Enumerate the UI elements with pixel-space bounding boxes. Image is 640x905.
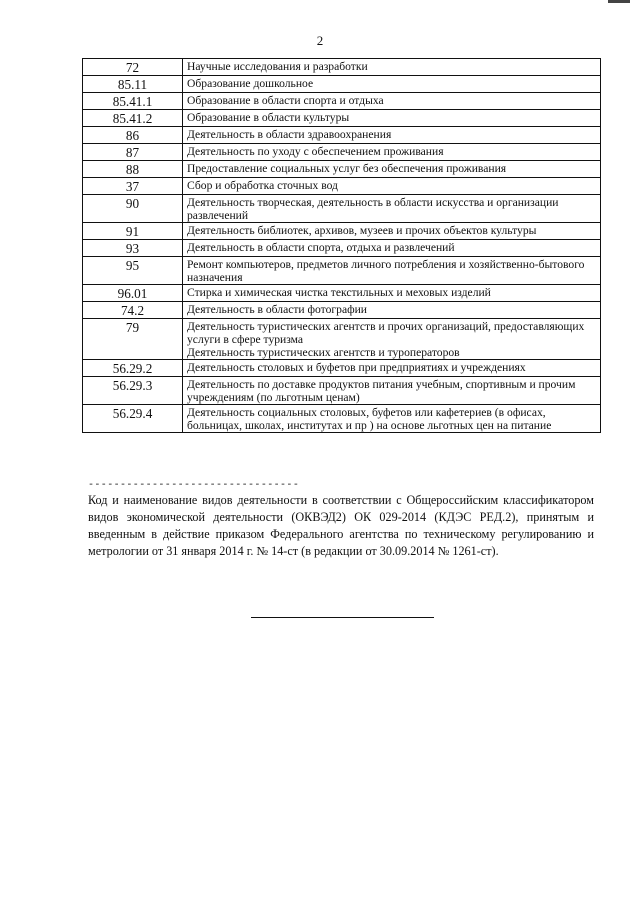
table-row (83, 161, 601, 178)
activity-code: 90 (83, 195, 183, 223)
table-row (83, 240, 601, 257)
activity-name: Деятельность социальных столовых, буфетов или кафетериев (в офисах, больницах, школах, институтах и пр ) на основе льготных цен на питание (183, 405, 601, 433)
activity-code: 85.11 (83, 76, 183, 93)
footnote-text: Код и наименование видов деятельности в соответствии с Общероссийским классификатором видов экономической деятельности (ОКВЭД2) ОК 029-2014 (КДЭС РЕД.2), принятым и введенным в действие приказом Федерального агентства по техническому регулированию и метрологии от 31 января 2014 г. № 14-ст (в редакции от 30.09.2014 № 1261-ст). (88, 493, 594, 558)
activity-code: 56.29.3 (83, 377, 183, 405)
table-row (83, 59, 601, 76)
table-row (83, 93, 601, 110)
activity-code: 91 (83, 223, 183, 240)
activity-name: Сбор и обработка сточных вод (183, 178, 601, 195)
activity-code: 96.01 (83, 285, 183, 302)
activity-code: 56.29.2 (83, 360, 183, 377)
footnote-separator: --------------------------------- (88, 480, 300, 491)
scan-edge-mark (608, 0, 630, 3)
okved-table (82, 58, 601, 433)
activity-name: Деятельность в области здравоохранения (183, 127, 601, 144)
activity-name: Деятельность в области спорта, отдыха и развлечений (183, 240, 601, 257)
activity-code: 93 (83, 240, 183, 257)
table-row (83, 257, 601, 285)
activity-name: Деятельность по уходу с обеспечением проживания (183, 144, 601, 161)
activity-code: 85.41.2 (83, 110, 183, 127)
table-row (83, 302, 601, 319)
activity-name: Образование дошкольное (183, 76, 601, 93)
table-row (83, 178, 601, 195)
table-row (83, 144, 601, 161)
activity-name: Деятельность по доставке продуктов питания учебным, спортивным и прочим учреждениям (по льготным ценам) (183, 377, 601, 405)
table-row (83, 223, 601, 240)
activity-code: 79 (83, 319, 183, 360)
activity-name: Деятельность библиотек, архивов, музеев и прочих объектов культуры (183, 223, 601, 240)
activity-name: Образование в области спорта и отдыха (183, 93, 601, 110)
activity-code: 88 (83, 161, 183, 178)
activity-name: Деятельность творческая, деятельность в области искусства и организации развлечений (183, 195, 601, 223)
activity-code: 95 (83, 257, 183, 285)
activity-name: Стирка и химическая чистка текстильных и меховых изделий (183, 285, 601, 302)
activity-name: Ремонт компьютеров, предметов личного потребления и хозяйственно-бытового назначения (183, 257, 601, 285)
end-rule (251, 617, 434, 618)
activity-name-extra: Деятельность туристических агентств и туроператоров (187, 346, 460, 359)
activity-name-cell (183, 319, 601, 360)
table-row (83, 127, 601, 144)
table-row (83, 377, 601, 405)
activity-name: Деятельность в области фотографии (183, 302, 601, 319)
activity-name: Деятельность туристических агентств и прочих организаций, предоставляющих услуги в сфере туризма (187, 320, 585, 346)
table-row (83, 319, 601, 360)
activity-code: 72 (83, 59, 183, 76)
table-row (83, 285, 601, 302)
table-row (83, 405, 601, 433)
activity-name: Предоставление социальных услуг без обеспечения проживания (183, 161, 601, 178)
activity-name: Образование в области культуры (183, 110, 601, 127)
table-row (83, 76, 601, 93)
activity-name: Научные исследования и разработки (183, 59, 601, 76)
table-row (83, 360, 601, 377)
activity-code: 86 (83, 127, 183, 144)
activity-code: 56.29.4 (83, 405, 183, 433)
activity-code: 85.41.1 (83, 93, 183, 110)
table-row (83, 195, 601, 223)
page-number: 2 (316, 33, 324, 48)
activity-code: 87 (83, 144, 183, 161)
activity-name: Деятельность столовых и буфетов при предприятиях и учреждениях (183, 360, 601, 377)
activity-code: 74.2 (83, 302, 183, 319)
activity-code: 37 (83, 178, 183, 195)
table-row (83, 110, 601, 127)
okved-table-body (83, 59, 601, 433)
